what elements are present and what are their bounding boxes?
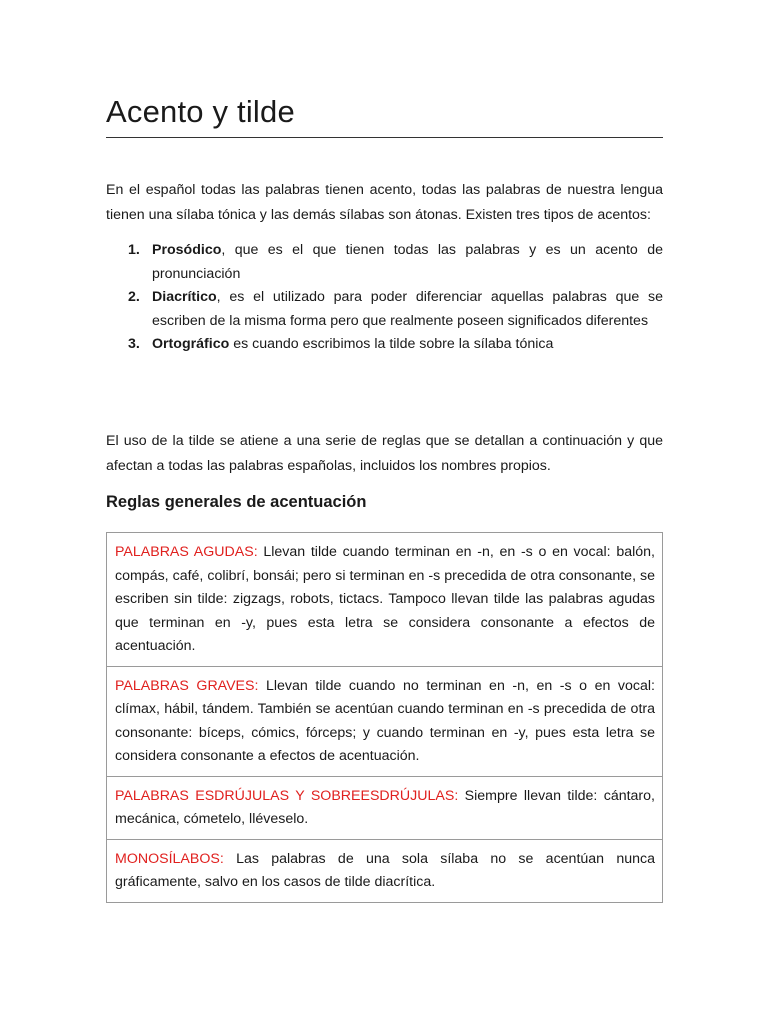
rules-heading: Reglas generales de acentuación	[106, 493, 367, 511]
list-term: Ortográfico	[152, 336, 230, 352]
rule-text: Llevan tilde cuando no terminan en -n, en -s o en vocal: clímax, hábil, tándem. También se acentúan cuando terminan en -s precedida de otra consonante: bíceps, cómics, fórceps; y cuando terminan en -y, pues esta letra se considera consonante a efectos de acentuación.	[115, 677, 655, 764]
list-item	[106, 239, 663, 286]
rule-label: PALABRAS GRAVES:	[115, 677, 259, 694]
list-number: 1.	[128, 242, 140, 258]
list-number: 2.	[128, 289, 140, 305]
accent-types-list	[106, 239, 663, 357]
list-item	[106, 286, 663, 333]
list-text: , es el utilizado para poder diferenciar aquellas palabras que se escriben de la misma forma pero que realmente poseen significados diferentes	[152, 289, 663, 329]
list-term: Prosódico	[152, 242, 222, 258]
intro-paragraph: En el español todas las palabras tienen acento, todas las palabras de nuestra lengua tienen una sílaba tónica y las demás sílabas son átonas. Existen tres tipos de acentos:	[106, 182, 663, 223]
rule-row-agudas	[107, 533, 662, 667]
rule-row-monosilabos	[107, 840, 662, 903]
usage-paragraph: El uso de la tilde se atiene a una serie de reglas que se detallan a continuación y que afectan a todas las palabras españolas, incluidos los nombres propios.	[106, 433, 663, 474]
list-text: , que es el que tienen todas las palabras y es un acento de pronunciación	[152, 242, 663, 282]
rules-table	[106, 532, 663, 903]
list-term: Diacrítico	[152, 289, 217, 305]
rule-text: Siempre llevan tilde: cántaro, mecánica, cómetelo, lléveselo.	[115, 787, 655, 827]
title-underline	[106, 137, 663, 138]
rule-row-graves	[107, 667, 662, 777]
rule-label: PALABRAS AGUDAS:	[115, 544, 258, 560]
list-item	[106, 333, 663, 357]
list-number: 3.	[128, 336, 140, 352]
rule-label: PALABRAS ESDRÚJULAS Y SOBREESDRÚJULAS:	[115, 787, 459, 804]
rule-row-esdrujulas	[107, 777, 662, 840]
list-text: es cuando escribimos la tilde sobre la sílaba tónica	[229, 336, 554, 352]
rule-label: MONOSÍLABOS:	[115, 850, 224, 867]
rule-text: Llevan tilde cuando terminan en -n, en -s o en vocal: balón, compás, café, colibrí, bonsái; pero si terminan en -s precedida de otra consonante, se escriben sin tilde: zigzags, robots, tictacs. Tampoco llevan tilde las palabras agudas que terminan en -y, pues esta letra se considera consonante a efectos de acentuación.	[115, 544, 655, 654]
page-title: Acento y tilde	[106, 94, 295, 129]
rule-text: Las palabras de una sola sílaba no se acentúan nunca gráficamente, salvo en los casos de tilde diacrítica.	[115, 850, 655, 890]
